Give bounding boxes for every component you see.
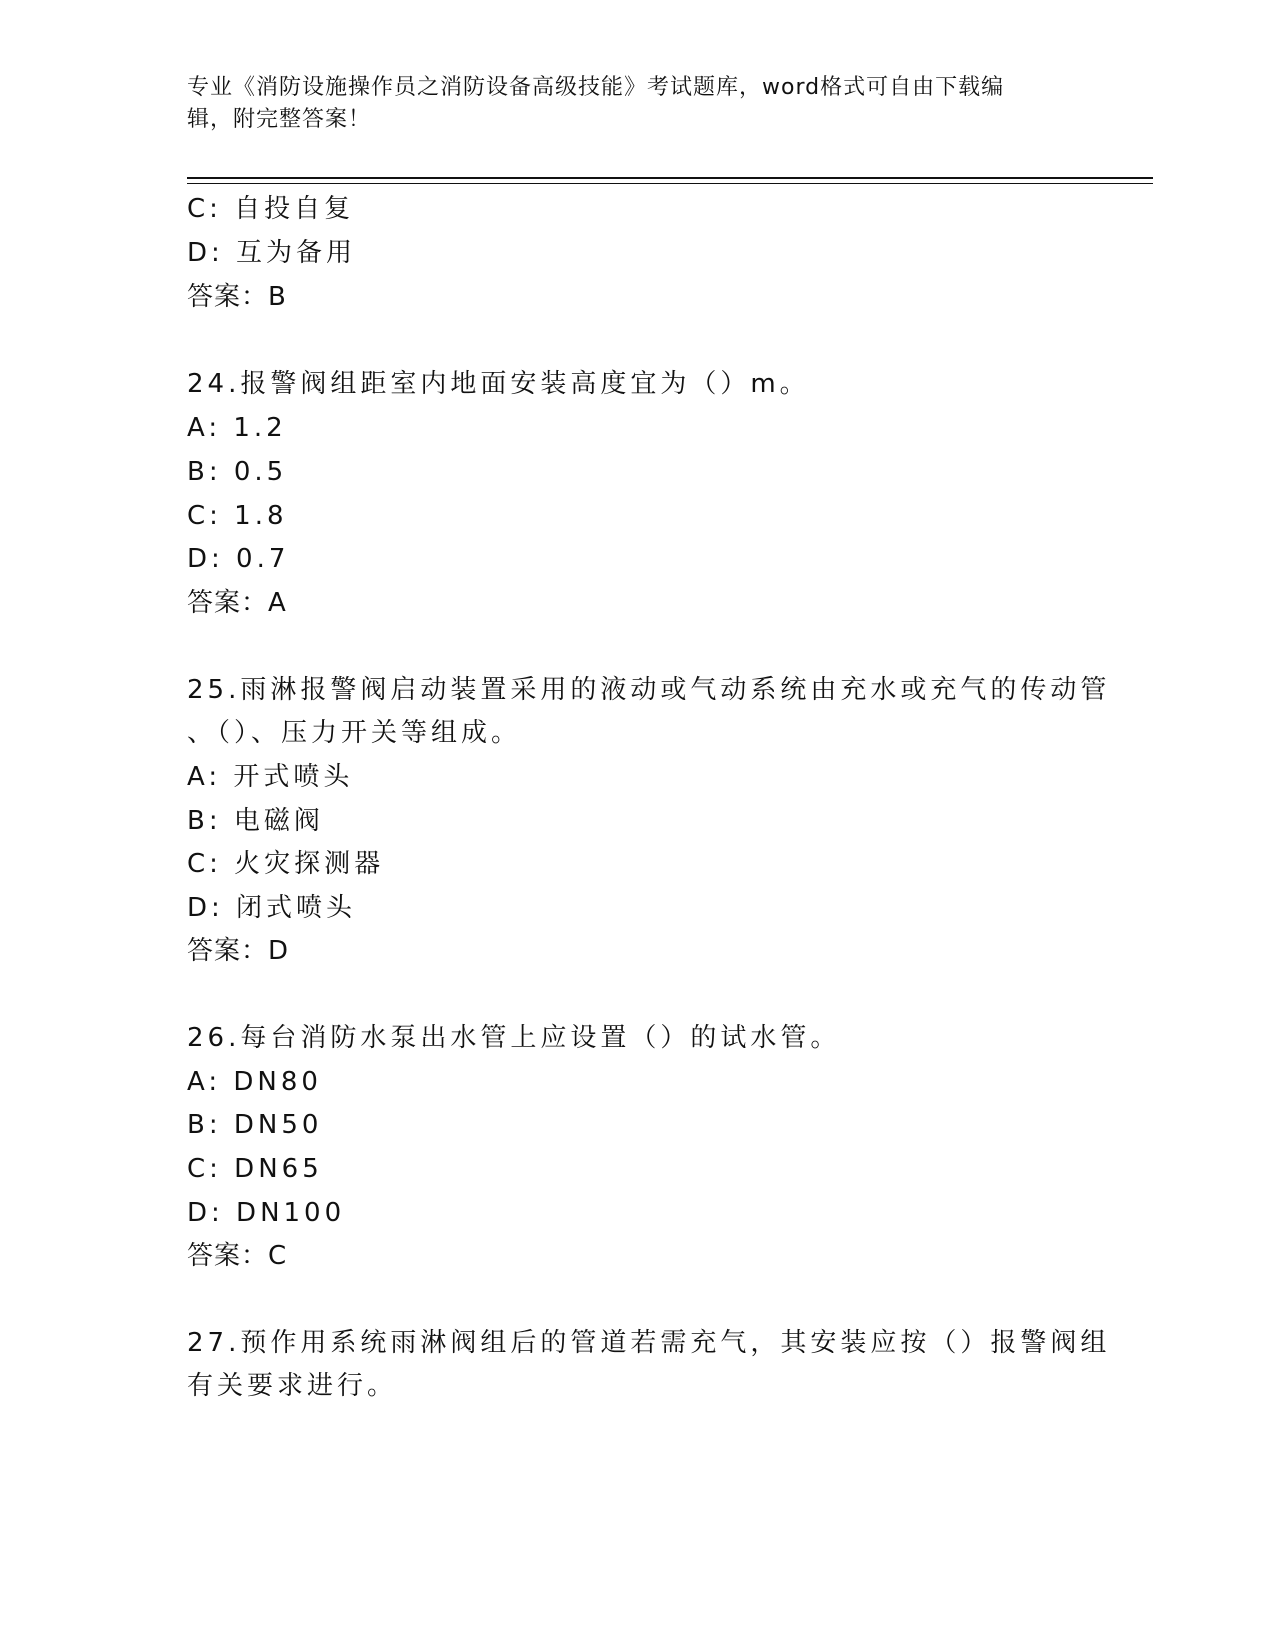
answer: 答案：D [187,936,290,966]
option-c: C: 1.8 [187,501,288,531]
answer: 答案：B [187,282,287,312]
header-divider-thick [187,177,1153,179]
option-b: B: DN50 [187,1110,323,1140]
question-25-stem-line-2: 、（）、压力开关等组成。 [187,718,522,748]
option-b: B: 0.5 [187,457,288,487]
option-d: D: 互为备用 [187,238,357,268]
header-divider-thin [187,183,1153,184]
option-a: A: 开式喷头 [187,762,354,792]
option-d: D: 闭式喷头 [187,893,357,923]
option-c: C: DN65 [187,1154,323,1184]
header-line-1: 专业《消防设施操作员之消防设备高级技能》考试题库，word格式可自由下载编 [187,75,1005,100]
answer: 答案：C [187,1241,288,1271]
question-24-stem: 24.报警阀组距室内地面安装高度宜为（）m。 [187,369,810,399]
question-25-stem-line-1: 25.雨淋报警阀启动装置采用的液动或气动系统由充水或充气的传动管 [187,675,1111,705]
option-a: A: 1.2 [187,413,287,443]
question-26-stem: 26.每台消防水泵出水管上应设置（）的试水管。 [187,1023,841,1053]
option-d: D: DN100 [187,1198,346,1228]
option-a: A: DN80 [187,1067,322,1097]
question-27-stem-line-2: 有关要求进行。 [187,1371,398,1401]
option-d: D: 0.7 [187,544,290,574]
document-header [187,72,1067,136]
option-c: C: 自投自复 [187,194,355,224]
option-b: B: 电磁阀 [187,806,324,836]
option-c: C: 火灾探测器 [187,849,385,879]
header-line-2: 辑，附完整答案！ [187,107,372,132]
question-27-stem-line-1: 27.预作用系统雨淋阀组后的管道若需充气，其安装应按（）报警阀组 [187,1328,1111,1358]
answer: 答案：A [187,588,287,618]
